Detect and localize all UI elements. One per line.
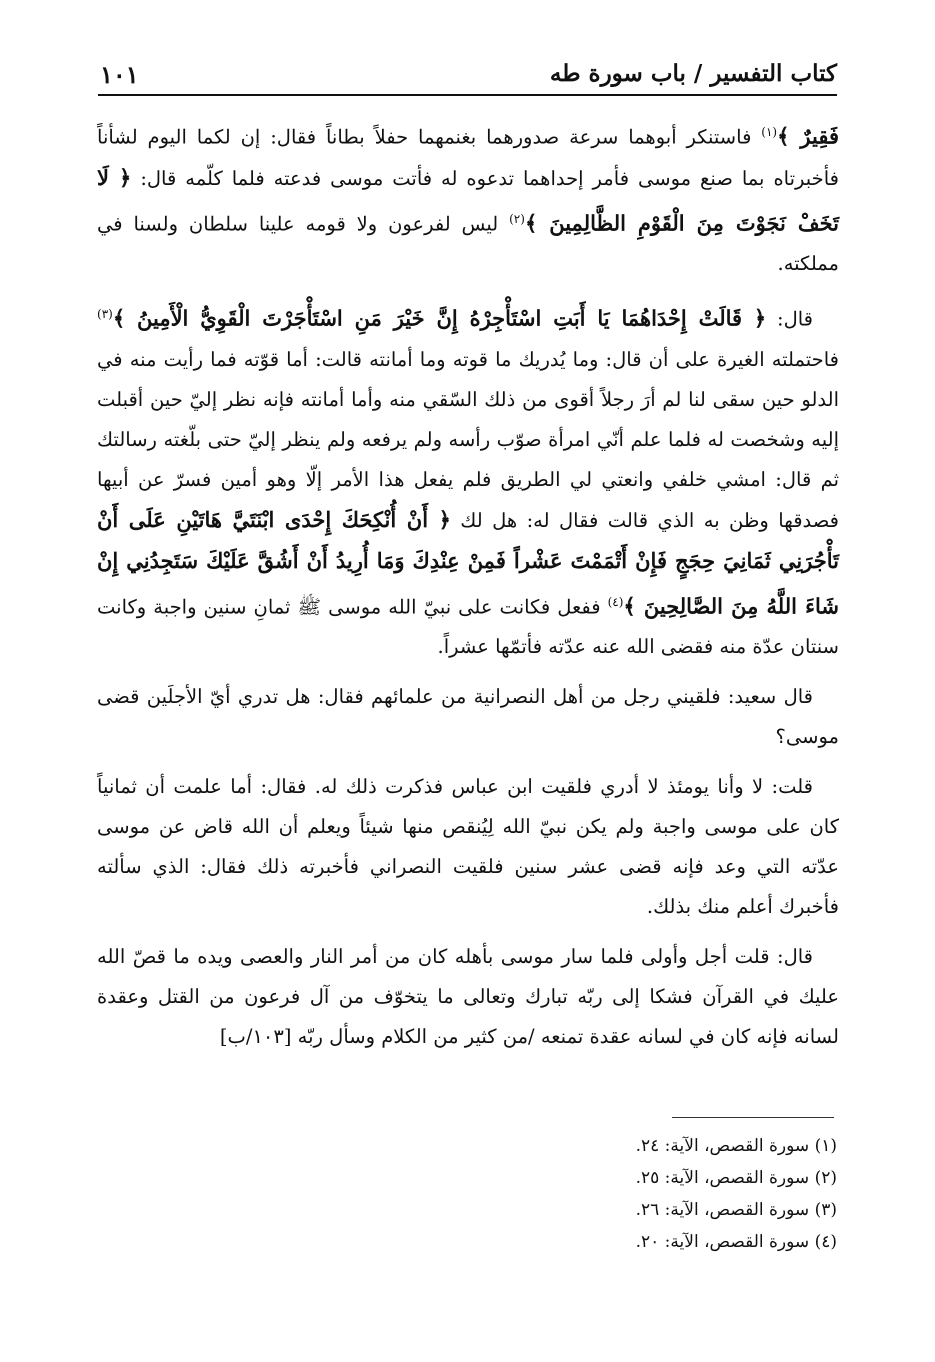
text-run: قلت: لا وأنا يومئذ لا أدري فلقيت ابن عباس فذكرت ذلك له. فقال: أما علمت أن ثمانياً كان على موسى واجبة ولم يكن نبيّ الله لِيُنقص منها شيئاً ويعلم أن الله قاض عن موسى عدّته التي وعد فإنه قضى عشر سنين فلقيت النصراني فأخبرته ذلك فقال: الذي سألته فأخبرك أعلم منك بذلك. [97, 775, 839, 918]
footnote-marker: (٣) [97, 307, 113, 321]
footnote: (٣) سورة القصص، الآية: ٢٦. [635, 1200, 837, 1220]
footnote-marker: (٤) [607, 594, 624, 609]
text-run: فاستنكر أبوهما سرعة صدورهما بغنمهما حفلاً بطاناً فقال: إن لكما اليوم لشأناً فأخبرتاه بما صنع موسى فأمر إحداهما تدعوه له فأتت موسى فدعته فلما كلّمه قال: [97, 125, 839, 190]
quran-verse: فَقِيرٌ ﴾ [777, 123, 839, 149]
text-run: ليس لفرعون ولا قومه علينا سلطان ولسنا في مملكته. [97, 212, 839, 275]
quran-verse: ﴿ أَنْ أُنْكِحَكَ إِحْدَى ابْنَتَيَّ هَاتَيْنِ عَلَى أَنْ تَأْجُرَنِي ثَمَانِيَ حِجَجٍ فَإِنْ أَتْمَمْتَ عَشْراً فَمِنْ عِنْدِكَ وَمَا أُرِيدُ أَنْ أَشُقَّ عَلَيْكَ سَتَجِدُنِي إِنْ شَاءَ اللَّهُ مِنَ الصَّالِحِينَ ﴾ [97, 506, 839, 618]
manuscript-folio-ref: [١٠٣/ب] [219, 1025, 292, 1048]
running-title: كتاب التفسير / باب سورة طه [549, 60, 837, 87]
header-divider [98, 94, 837, 96]
body-paragraph [97, 294, 839, 667]
body-paragraph [97, 112, 839, 284]
text-run: ففعل فكانت على نبيّ الله موسى ﷺ ثمانِ سنين واجبة وكانت سنتان عدّة منه فقضى الله عنه عدّته فأتمّها عشراً. [97, 595, 839, 658]
text-run: قال: [766, 307, 814, 331]
quran-verse: ﴿ قَالَتْ إِحْدَاهُمَا يَا أَبَتِ اسْتَأْجِرْهُ إِنَّ خَيْرَ مَنِ اسْتَأْجَرْتَ الْقَوِيُّ الْأَمِينُ ﴾ [112, 305, 767, 331]
body-text [97, 112, 839, 1067]
body-paragraph [97, 677, 839, 757]
text-run: قال: قلت أجل وأولى فلما سار موسى بأهله كان من أمر النار والعصى ويده ما قصّ الله عليك في القرآن فشكا إلى ربّه تبارك وتعالى ما يتخوّف من آل فرعون من القتل وعقدة لسانه فإنه كان في لسانه عقدة تمنعه /من كثير من الكلام وسأل ربّه [97, 945, 839, 1048]
quran-verse: ﴿ لَا تَخَفْ نَجَوْتَ مِنَ الْقَوْمِ الظَّالِمِينَ ﴾ [97, 164, 839, 235]
body-paragraph [97, 937, 839, 1057]
footnote: (١) سورة القصص، الآية: ٢٤. [635, 1136, 837, 1156]
text-run: قال سعيد: فلقيني رجل من أهل النصرانية من علمائهم فقال: هل تدري أيّ الأجلَين قضى موسى؟ [97, 685, 839, 748]
footnote: (٤) سورة القصص، الآية: ٢٠. [635, 1232, 837, 1252]
running-header [100, 58, 837, 94]
body-paragraph [97, 767, 839, 927]
text-run: فاحتملته الغيرة على أن قال: وما يُدريك ما قوته وما أمانته قالت: أما قوّته فما رأيت منه في الدلو حين سقى لنا لم أرَ رجلاً أقوى من ذلك السّقي منه وأما أمانته فإنه نظر إليّ حين أقبلت إليه وشخصت له فلما علم أنّي امرأة صوّب رأسه ولم يرفعه ولم ينظر إليّ حتى بلّغته رسالتك ثم قال: امشي خلفي وانعتي لي الطريق فلم يفعل هذا الأمر إلّا وهو أمين فسرّ عن أبيها فصدقها وظن به الذي قالت فقال له: هل لك [97, 347, 839, 532]
footnote-marker: (١) [761, 125, 778, 139]
footnote-divider [672, 1117, 834, 1118]
footnote: (٢) سورة القصص، الآية: ٢٥. [635, 1168, 837, 1188]
page-number: ١٠١ [100, 60, 139, 89]
footnotes [636, 1130, 837, 1258]
footnote-marker: (٢) [509, 211, 525, 226]
